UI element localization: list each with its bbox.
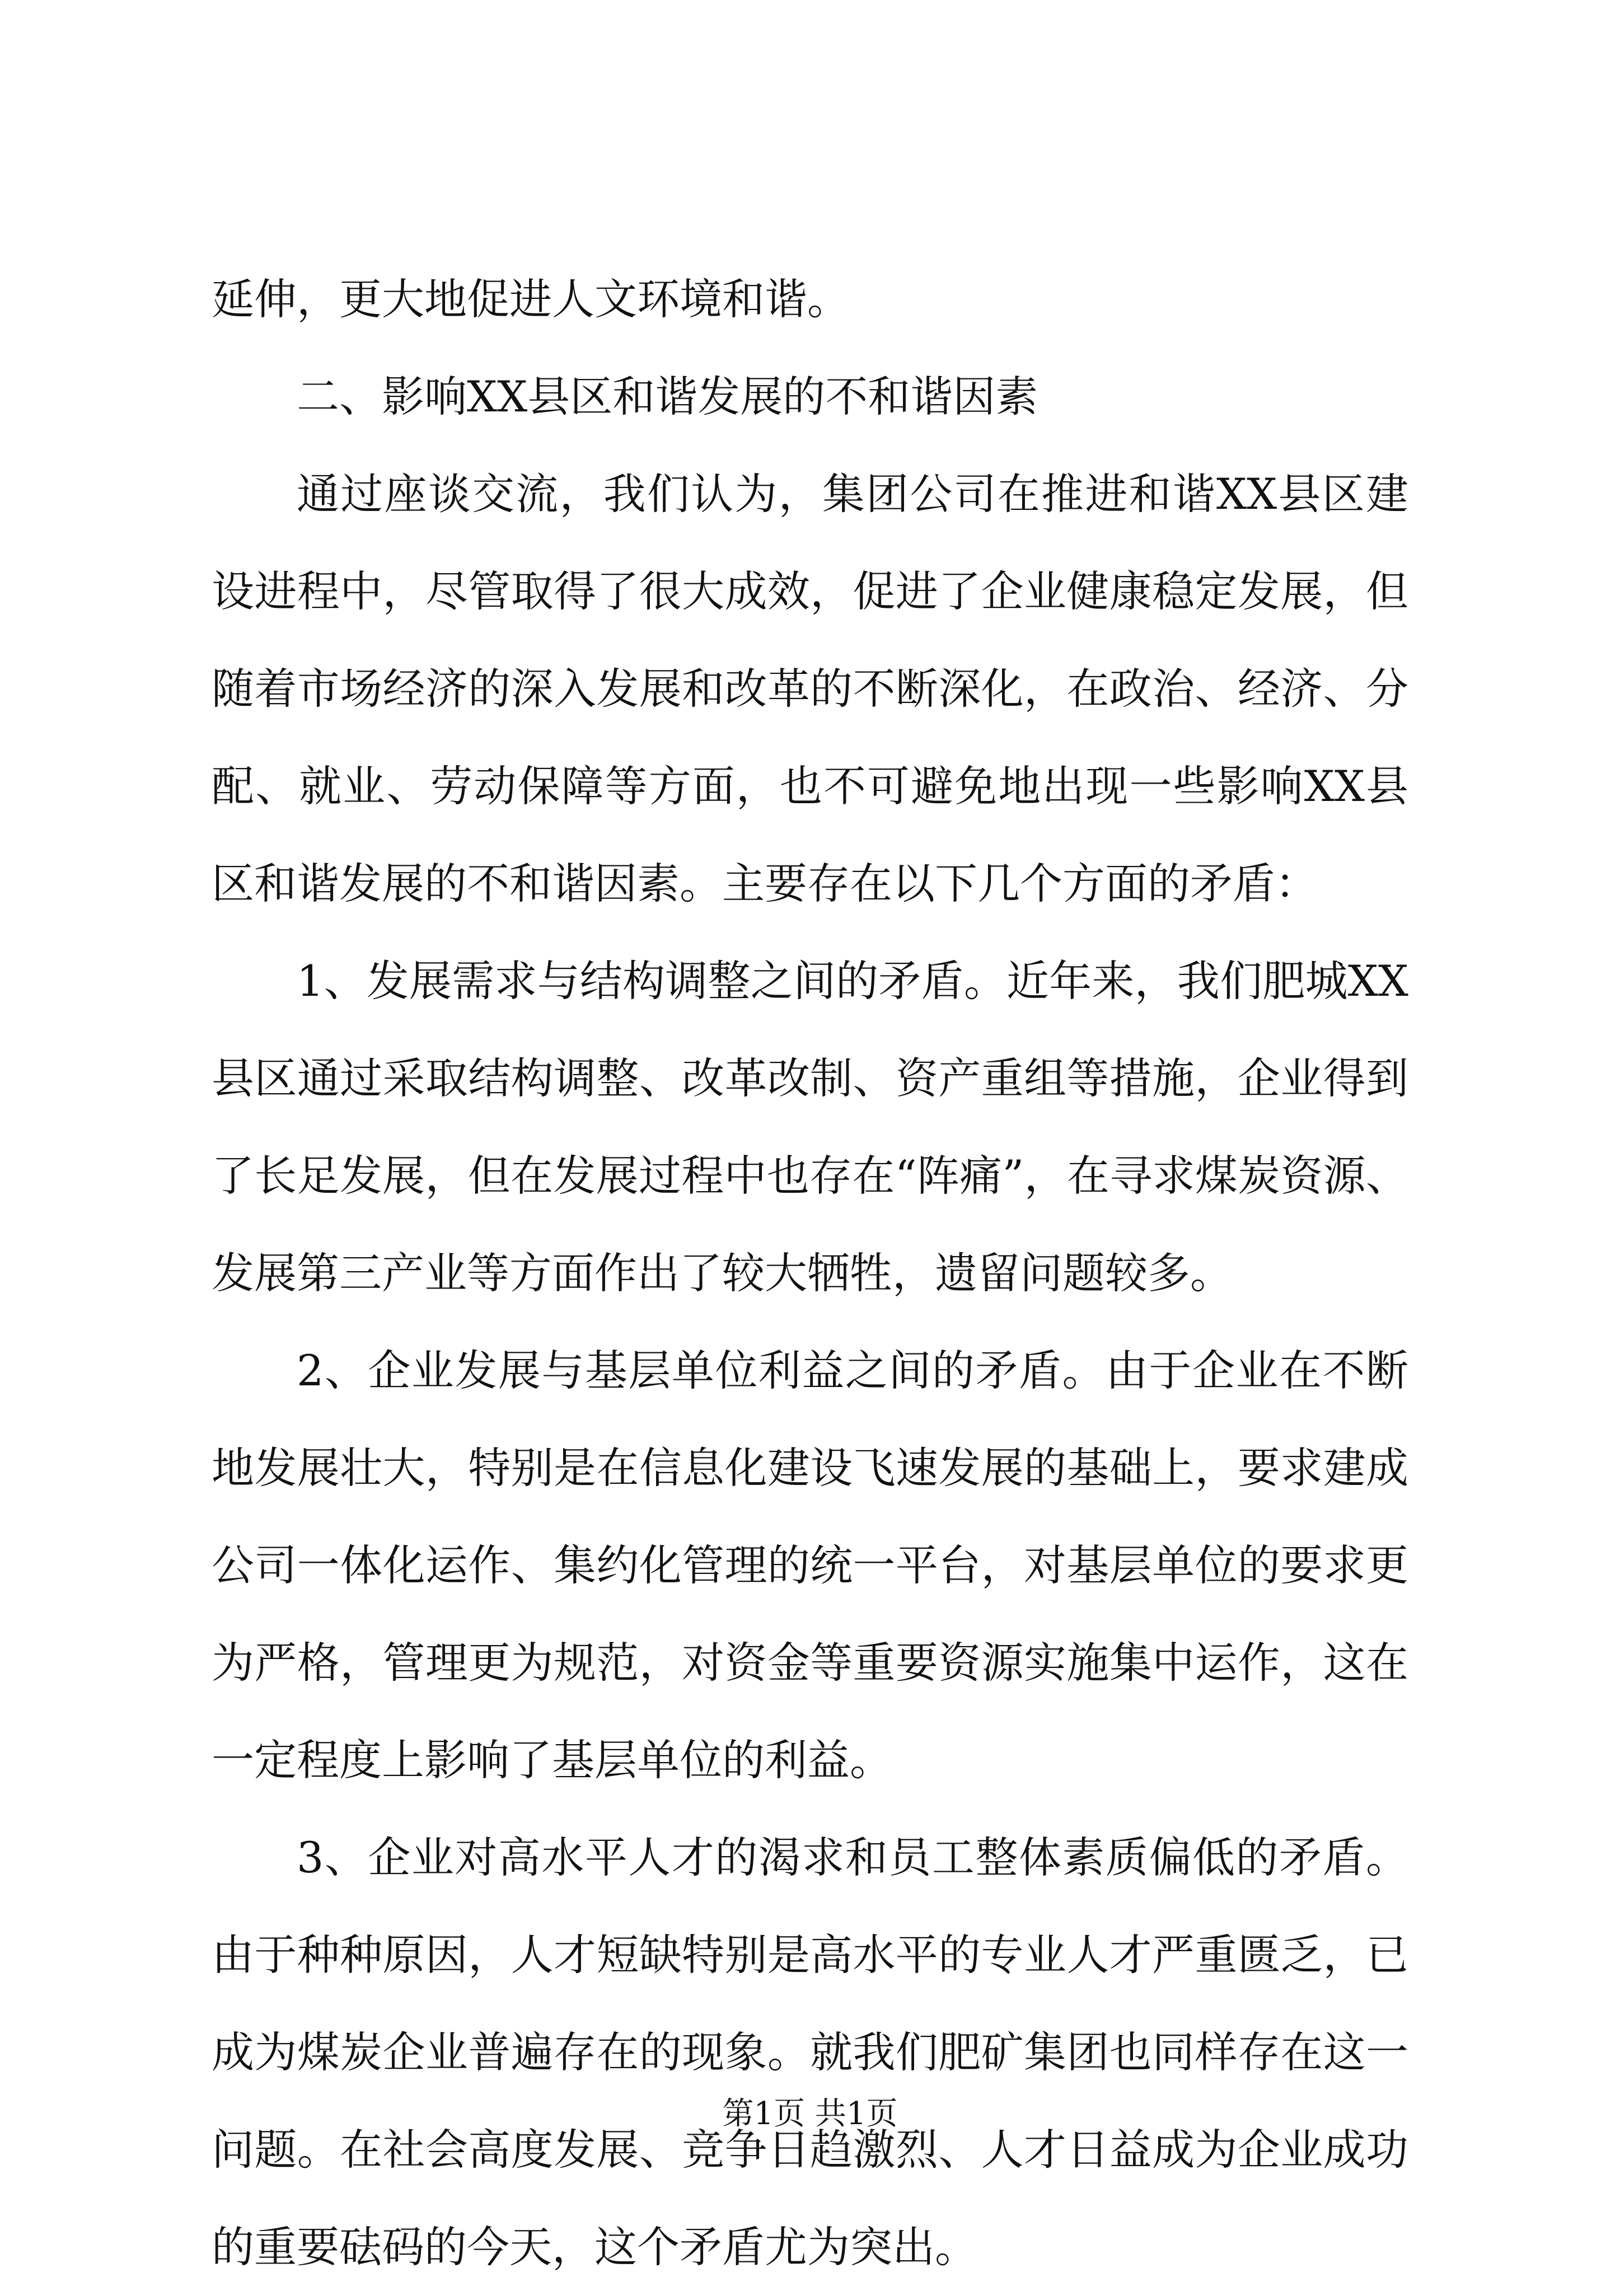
- body-text-line: 了长足发展，但在发展过程中也存在“阵痛”，在寻求煤炭资源、: [212, 1151, 1408, 1201]
- body-text-line: 随着市场经济的深入发展和改革的不断深化，在政治、经济、分: [212, 664, 1408, 714]
- paragraph-first-line: 通过座谈交流，我们认为，集团公司在推进和谐XX县区建: [297, 469, 1408, 519]
- body-text-line: 配、就业、劳动保障等方面，也不可避免地出现一些影响XX县: [212, 761, 1408, 811]
- body-text-line: 由于种种原因，人才短缺特别是高水平的专业人才严重匮乏，已: [212, 1930, 1408, 1980]
- body-text-line: 为严格，管理更为规范，对资金等重要资源实施集中运作，这在: [212, 1638, 1408, 1688]
- body-text-line: 公司一体化运作、集约化管理的统一平台，对基层单位的要求更: [212, 1540, 1408, 1590]
- paragraph-first-line: 2、企业发展与基层单位利益之间的矛盾。由于企业在不断: [297, 1346, 1408, 1395]
- body-text-line: 的重要砝码的今天，这个矛盾尤为突出。: [212, 2222, 977, 2272]
- paragraph-first-line: 3、企业对高水平人才的渴求和员工整体素质偏低的矛盾。: [297, 1833, 1408, 1882]
- body-text-line: 成为煤炭企业普遍存在的现象。就我们肥矿集团也同样存在这一: [212, 2027, 1408, 2077]
- body-text-line: 县区通过采取结构调整、改革改制、资产重组等措施，企业得到: [212, 1053, 1408, 1103]
- body-text-line: 区和谐发展的不和谐因素。主要存在以下几个方面的矛盾：: [212, 859, 1318, 908]
- section-heading: 二、影响XX县区和谐发展的不和谐因素: [297, 372, 1038, 421]
- body-text-line: 地发展壮大，特别是在信息化建设飞速发展的基础上，要求建成: [212, 1443, 1408, 1493]
- body-text-line: 设进程中，尽管取得了很大成效，促进了企业健康稳定发展，但: [212, 566, 1408, 616]
- body-text-line: 一定程度上影响了基层单位的利益。: [212, 1735, 892, 1785]
- document-body: [212, 251, 1408, 2296]
- page-number-footer: 第1页 共1页: [722, 2096, 898, 2132]
- paragraph-first-line: 1、发展需求与结构调整之间的矛盾。近年来，我们肥城XX: [297, 956, 1408, 1006]
- body-text-line: 延伸，更大地促进人文环境和谐。: [212, 274, 850, 324]
- body-text-line: 问题。在社会高度发展、竞争日趋激烈、人才日益成为企业成功: [212, 2125, 1408, 2175]
- body-text-line: 发展第三产业等方面作出了较大牺牲，遗留问题较多。: [212, 1248, 1233, 1298]
